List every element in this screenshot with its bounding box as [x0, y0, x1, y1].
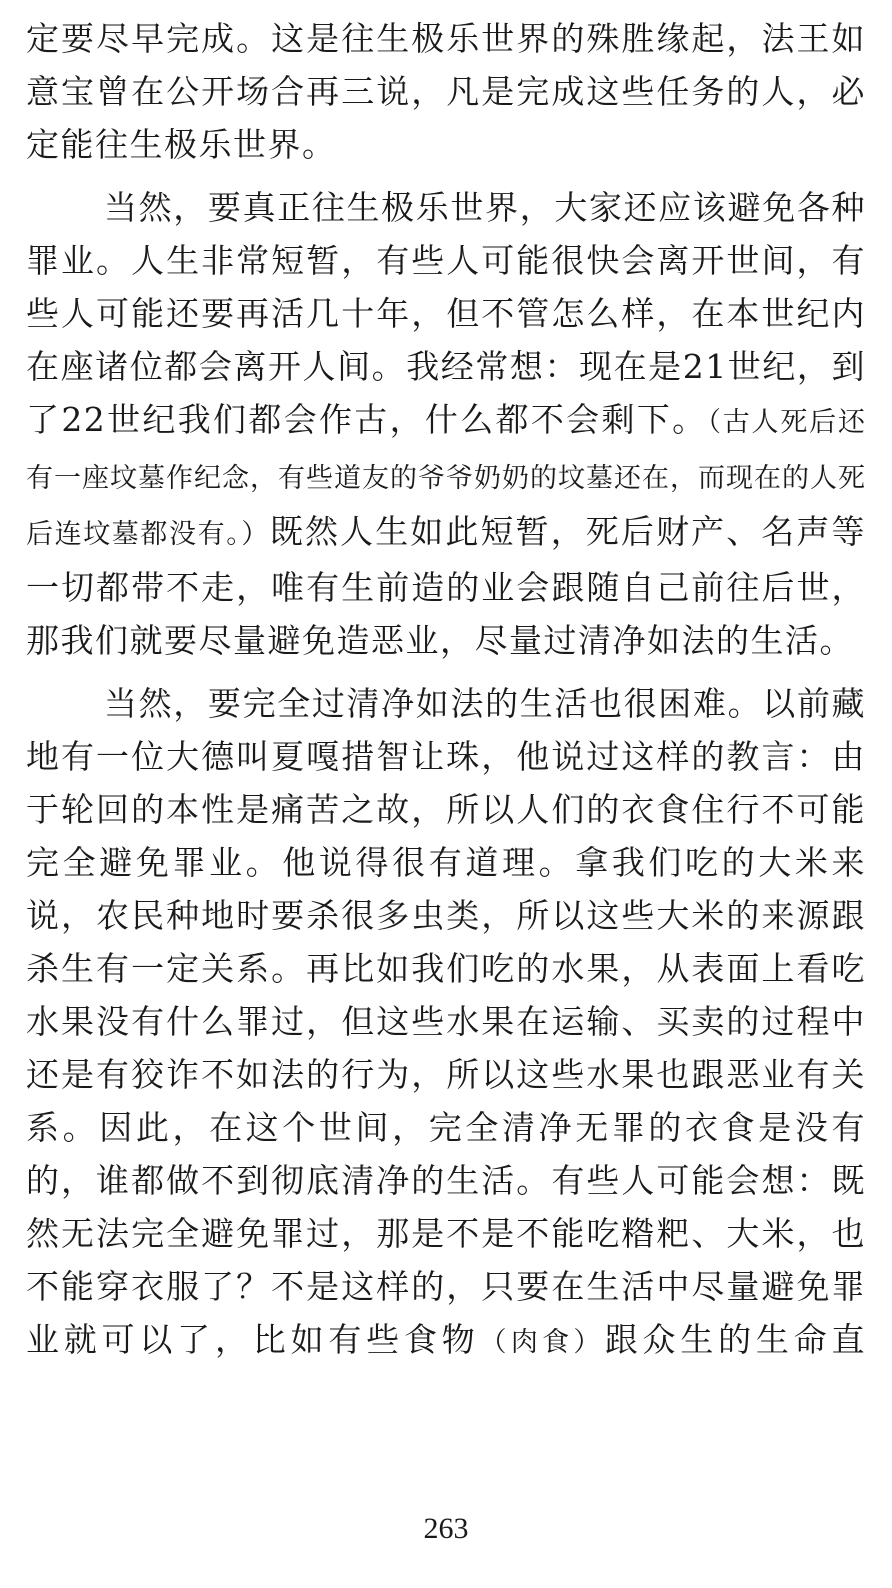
paragraph-1-text: 定要尽早完成。这是往生极乐世界的殊胜缘起，法王如意宝曾在公开场合再三说，凡是完成这些任务的人，必定能往生极乐世界。 — [26, 19, 866, 164]
paragraph-1 — [26, 12, 866, 171]
paragraph-2-text: 当然，要真正往生极乐世界，大家还应该避免各种罪业。人生非常短暂，有些人可能很快会离开世间，有些人可能还要再活几十年，但不管怎么样，在本世纪内在座诸位都会离开人间。我经常想：现在是21世纪，到了22世纪我们都会作古，什么都不会剩下。 — [26, 188, 866, 439]
paragraph-2 — [26, 181, 866, 667]
paragraph-2-text-continued: 既然人生如此短暂，死后财产、名声等一切都带不走，唯有生前造的业会跟随自己前往后世，那我们就要尽量避免造恶业，尽量过清净如法的生活。 — [26, 512, 867, 660]
paragraph-3-annotation: （肉食） — [479, 1327, 605, 1358]
paragraph-2-annotation: （古人死后还有一座坟墓作纪念，有些道友的爷爷奶奶的坟墓还在，而现在的人死后连坟墓都没有。） — [26, 407, 866, 550]
paragraph-3 — [26, 677, 866, 1369]
page-number: 263 — [423, 1512, 469, 1545]
paragraph-3-text-continued: 跟众生的生命直 — [604, 1320, 867, 1359]
body-text — [26, 12, 866, 1369]
paragraph-3-text: 当然，要完全过清净如法的生活也很困难。以前藏地有一位大德叫夏嘎措智让珠，他说过这样的教言：由于轮回的本性是痛苦之故，所以人们的衣食住行不可能完全避免罪业。他说得很有道理。拿我们吃的大米来说，农民种地时要杀很多虫类，所以这些大米的来源跟杀生有一定关系。再比如我们吃的水果，从表面上看吃水果没有什么罪过，但这些水果在运输、买卖的过程中还是有狡诈不如法的行为，所以这些水果也跟恶业有关系。因此，在这个世间，完全清净无罪的衣食是没有的，谁都做不到彻底清净的生活。有些人可能会想：既然无法完全避免罪过，那是不是不能吃糌粑、大米，也不能穿衣服了？不是这样的，只要在生活中尽量避免罪业就可以了，比如有些食物 — [26, 684, 866, 1359]
